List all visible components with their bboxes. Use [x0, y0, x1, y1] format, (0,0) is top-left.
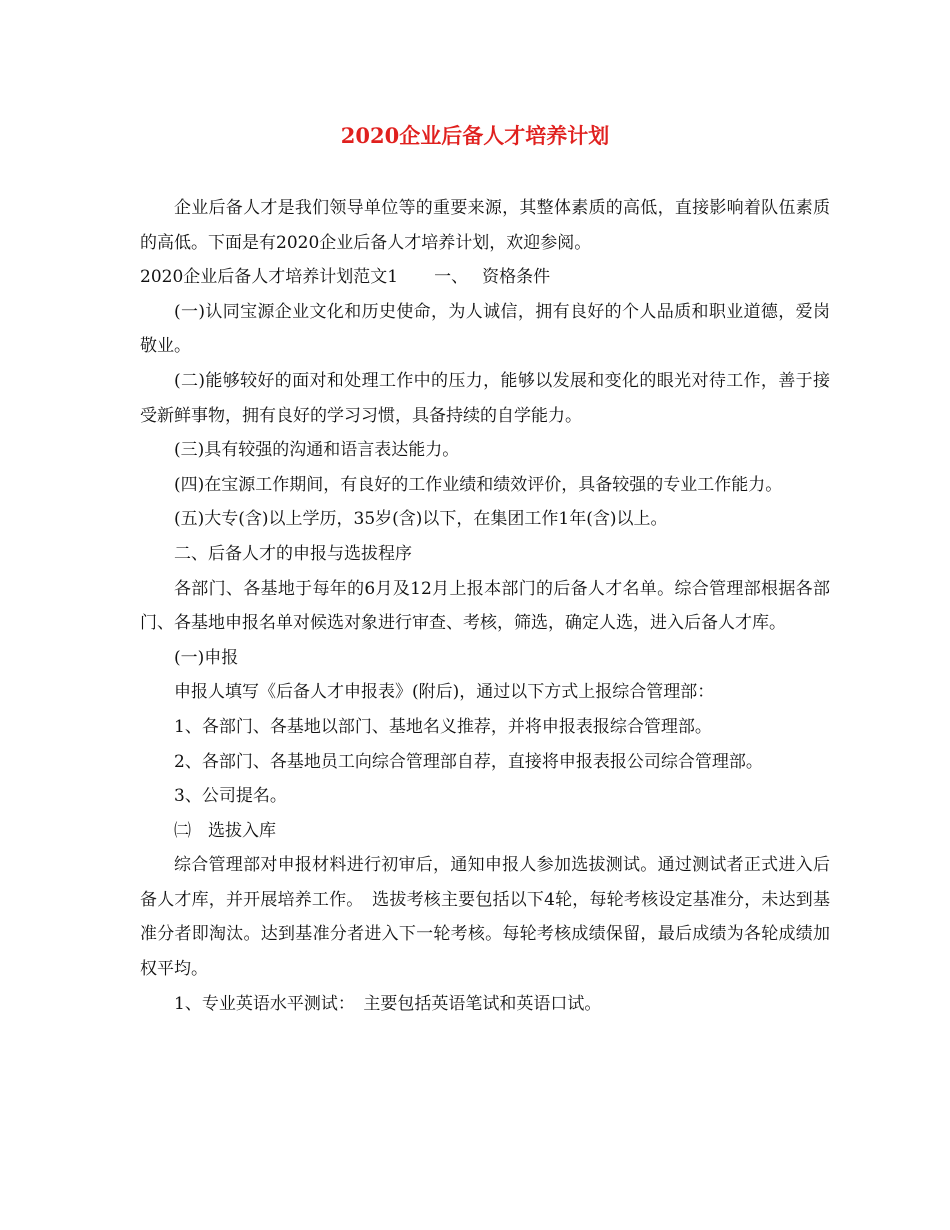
subsection-heading: ㈡ 选拔入库 — [174, 820, 276, 841]
list-item: 各部门、各基地于每年的6月及12月上报本部门的后备人才名单。综合管理部根据各部门、各基地申报名单对候选对象进行审查、考核，筛选，确定人选，进入后备人才库。 — [140, 578, 830, 634]
list-item: (二)能够较好的面对和处理工作中的压力，能够以发展和变化的眼光对待工作，善于接受新鲜事物，拥有良好的学习习惯，具备持续的自学能力。 — [140, 370, 830, 426]
list-item: 申报人填写《后备人才申报表》(附后)，通过以下方式上报综合管理部： — [174, 682, 715, 703]
list-item: 综合管理部对申报材料进行初审后，通知申报人参加选拔测试。通过测试者正式进入后备人才库，并开展培养工作。 选拔考核主要包括以下4轮，每轮考核设定基准分，未达到基准分者即淘汰。达到基准分者进入下一轮考核。每轮考核成绩保留，最后成绩为各轮成绩加权平均。 — [140, 855, 830, 980]
document-title: 2020企业后备人才培养计划 — [340, 123, 610, 148]
list-item: 3、公司提名。 — [174, 786, 287, 807]
section-heading: 资格条件 — [482, 267, 551, 288]
section-heading: 二、后备人才的申报与选拔程序 — [174, 543, 412, 564]
section-heading-line — [140, 260, 830, 295]
list-item: 1、专业英语水平测试： 主要包括英语笔试和英语口试。 — [174, 993, 602, 1014]
sample-label: 2020企业后备人才培养计划范文1 — [140, 267, 399, 288]
intro-paragraph: 企业后备人才是我们领导单位等的重要来源，其整体素质的高低，直接影响着队伍素质的高低。下面是有2020企业后备人才培养计划，欢迎参阅。 — [140, 198, 830, 253]
document-body — [140, 191, 830, 1021]
list-item: (五)大专(含)以上学历，35岁(含)以下，在集团工作1年(含)以上。 — [174, 509, 668, 530]
list-item: 2、各部门、各基地员工向综合管理部自荐，直接将申报表报公司综合管理部。 — [174, 751, 763, 772]
section-number: 一、 — [434, 267, 469, 288]
list-item: (四)在宝源工作期间，有良好的工作业绩和绩效评价，具备较强的专业工作能力。 — [174, 474, 783, 495]
list-item: (一)认同宝源企业文化和历史使命，为人诚信，拥有良好的个人品质和职业道德，爱岗敬业。 — [140, 301, 830, 357]
subsection-heading: (一)申报 — [174, 647, 239, 668]
list-item: (三)具有较强的沟通和语言表达能力。 — [174, 440, 460, 461]
list-item: 1、各部门、各基地以部门、基地名义推荐，并将申报表报综合管理部。 — [174, 716, 712, 737]
